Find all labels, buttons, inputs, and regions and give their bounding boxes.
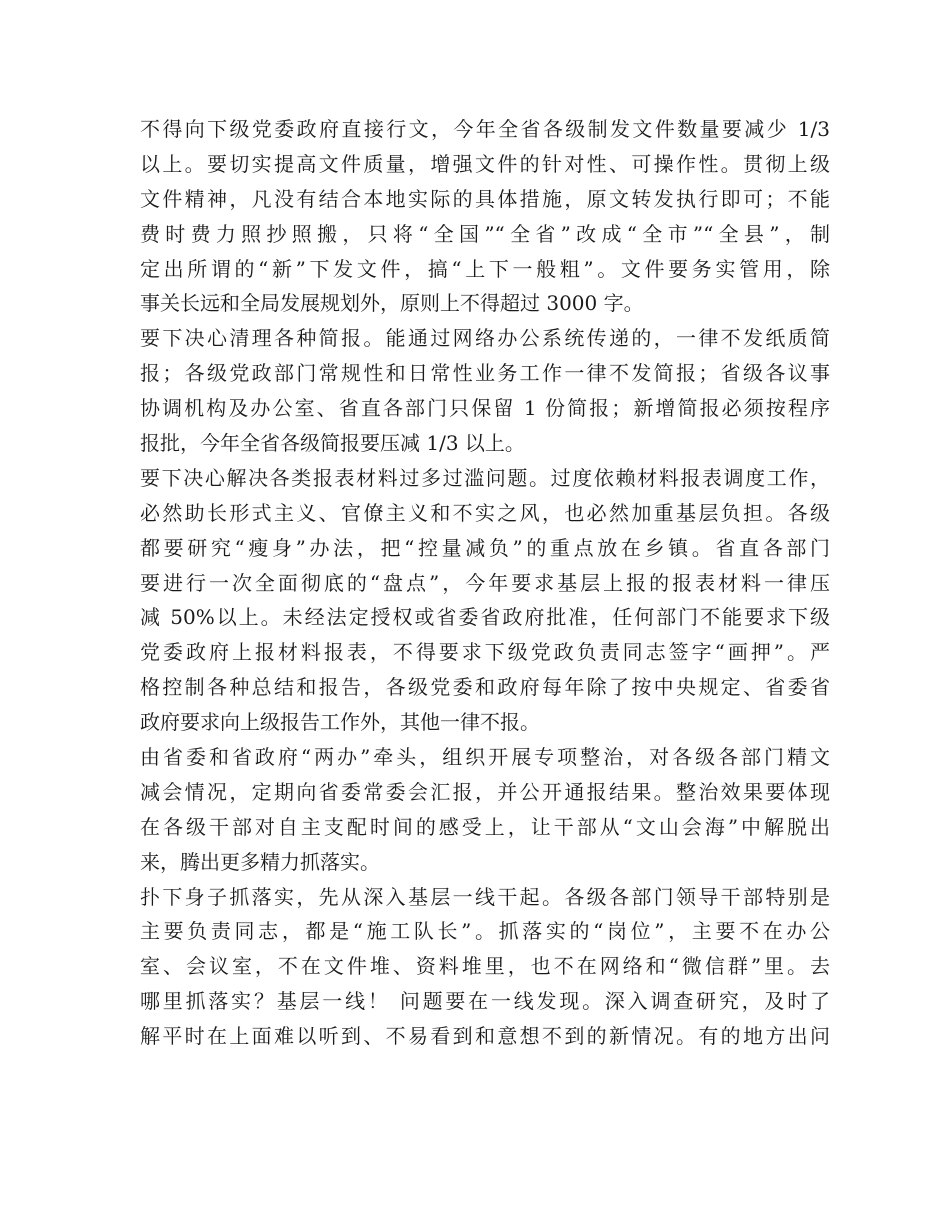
text-line: 报批，今年全省各级简报要压减 1/3 以上。 [140,431,525,456]
text-line: 以上。要切实提高文件质量，增强文件的针对性、可操作性。贯彻上级 [140,151,830,176]
text-line: 都要研究“瘦身”办法，把“控量减负”的重点放在乡镇。省直各部门 [140,535,830,560]
text-line: 要下决心解决各类报表材料过多过滥问题。过度依赖材料报表调度工作， [140,465,830,490]
text-line: 定出所谓的“新”下发文件，搞“上下一般粗”。文件要务实管用，除 [140,256,830,281]
text-line: 解平时在上面难以听到、不易看到和意想不到的新情况。有的地方出问 [140,1024,830,1049]
text-line: 格控制各种总结和报告，各级党委和政府每年除了按中央规定、省委省 [140,675,830,700]
text-line: 政府要求向上级报告工作外，其他一律不报。 [140,710,540,735]
text-line: 文件精神，凡没有结合本地实际的具体措施，原文转发执行即可；不能 [140,186,830,211]
text-line: 主要负责同志，都是“施工队长”。抓落实的“岗位”，主要不在办公 [140,919,830,944]
text-line: 减会情况，定期向省委常委会汇报，并公开通报结果。整治效果要体现 [140,779,830,804]
text-line: 费时费力照抄照搬，只将“全国”“全省”改成“全市”“全县”，制 [140,221,830,246]
text-line: 减 50%以上。未经法定授权或省委省政府批准，任何部门不能要求下级 [140,605,830,630]
text-line: 扑下身子抓落实，先从深入基层一线干起。各级各部门领导干部特别是 [140,884,830,909]
document-body [140,112,830,1054]
text-line: 报；各级党政部门常规性和日常性业务工作一律不发简报；省级各议事 [140,361,830,386]
text-line: 室、会议室，不在文件堆、资料堆里，也不在网络和“微信群”里。去 [140,954,830,979]
text-line: 要进行一次全面彻底的“盘点”，今年要求基层上报的报表材料一律压 [140,570,830,595]
text-line: 在各级干部对自主支配时间的感受上，让干部从“文山会海”中解脱出 [140,814,830,839]
text-line: 党委政府上报材料报表，不得要求下级党政负责同志签字“画押”。严 [140,640,830,665]
text-line: 来，腾出更多精力抓落实。 [140,849,380,874]
text-line: 事关长远和全局发展规划外，原则上不得超过 3000 字。 [140,291,644,316]
text-line: 必然助长形式主义、官僚主义和不实之风，也必然加重基层负担。各级 [140,500,830,525]
text-line: 不得向下级党委政府直接行文，今年全省各级制发文件数量要减少 1/3 [140,117,830,141]
text-line: 由省委和省政府“两办”牵头，组织开展专项整治，对各级各部门精文 [140,745,830,770]
text-line: 协调机构及办公室、省直各部门只保留 1 份简报；新增简报必须按程序 [140,396,830,421]
text-line: 要下决心清理各种简报。能通过网络办公系统传递的，一律不发纸质简 [140,326,830,351]
text-line: 哪里抓落实？基层一线！ 问题要在一线发现。深入调查研究，及时了 [140,989,830,1014]
